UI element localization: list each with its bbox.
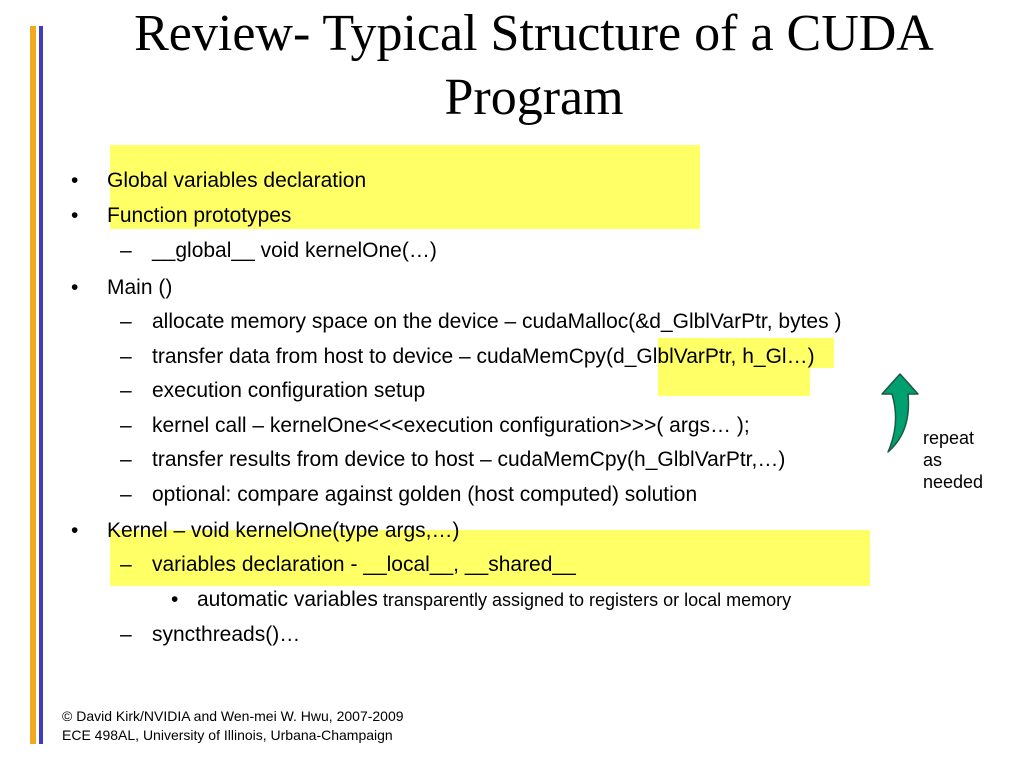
list-item	[120, 238, 437, 264]
list-item-text: Main ()	[107, 276, 173, 299]
dash-marker: –	[120, 310, 132, 333]
list-item	[120, 378, 426, 404]
list-item	[120, 309, 842, 335]
list-item-text: optional: compare against golden (host computed) solution	[152, 483, 698, 506]
dash-marker: –	[120, 553, 132, 576]
list-item-text: execution configuration setup	[152, 379, 426, 402]
list-item-text: variables declaration - __local__, __shared__	[152, 553, 576, 576]
list-item	[120, 344, 815, 370]
note-line: repeat	[923, 428, 975, 448]
list-item-text: allocate memory space on the device – cudaMalloc(&d_GlblVarPtr, bytes )	[152, 310, 842, 333]
repeat-note	[923, 427, 983, 493]
list-item-subtext: transparently assigned to registers or local memory	[377, 590, 792, 610]
bullet-marker: •	[71, 519, 79, 542]
list-item-text: automatic variables	[197, 588, 378, 611]
dash-marker: –	[120, 379, 132, 402]
list-item-text: syncthreads()…	[152, 623, 301, 646]
list-item	[71, 203, 292, 229]
list-item-text: Kernel – void kernelOne(type args,…)	[107, 519, 460, 542]
bullet-marker: •	[171, 588, 179, 611]
list-item-text: Global variables declaration	[107, 169, 367, 192]
list-item	[120, 622, 301, 648]
bullet-marker: •	[71, 169, 79, 192]
curved-repeat-arrow-icon	[876, 372, 922, 456]
dash-marker: –	[120, 414, 132, 437]
bullet-marker: •	[71, 276, 79, 299]
dash-marker: –	[120, 623, 132, 646]
list-item-text: kernel call – kernelOne<<<execution configuration>>>( args… );	[152, 414, 750, 437]
list-item-text: transfer data from host to device – cudaMemCpy(d_GlblVarPtr, h_Gl…)	[152, 345, 815, 368]
list-item	[120, 447, 786, 473]
dash-marker: –	[120, 239, 132, 262]
left-accent-bar-blue	[39, 26, 43, 744]
list-item	[71, 518, 460, 544]
list-item	[120, 482, 698, 508]
note-line: as	[923, 450, 943, 470]
note-line: needed	[923, 472, 984, 492]
list-item-text: Function prototypes	[107, 204, 292, 227]
left-accent-bar-orange	[30, 26, 36, 744]
dash-marker: –	[120, 483, 132, 506]
slide-title: Review- Typical Structure of a CUDA Program	[134, 5, 934, 126]
list-item-text: transfer results from device to host – cudaMemCpy(h_GlblVarPtr,…)	[152, 448, 786, 471]
list-item	[71, 168, 367, 194]
list-item-text: __global__ void kernelOne(…)	[152, 239, 437, 262]
list-item	[71, 275, 173, 301]
dash-marker: –	[120, 448, 132, 471]
list-item	[120, 552, 576, 578]
list-item	[120, 413, 750, 439]
bullet-marker: •	[71, 204, 79, 227]
footer-credits	[62, 707, 404, 745]
footer-course: ECE 498AL, University of Illinois, Urbana-Champaign	[62, 727, 393, 743]
dash-marker: –	[120, 345, 132, 368]
footer-copyright: © David Kirk/NVIDIA and Wen-mei W. Hwu, 2007-2009	[62, 708, 404, 724]
list-item	[171, 587, 792, 613]
